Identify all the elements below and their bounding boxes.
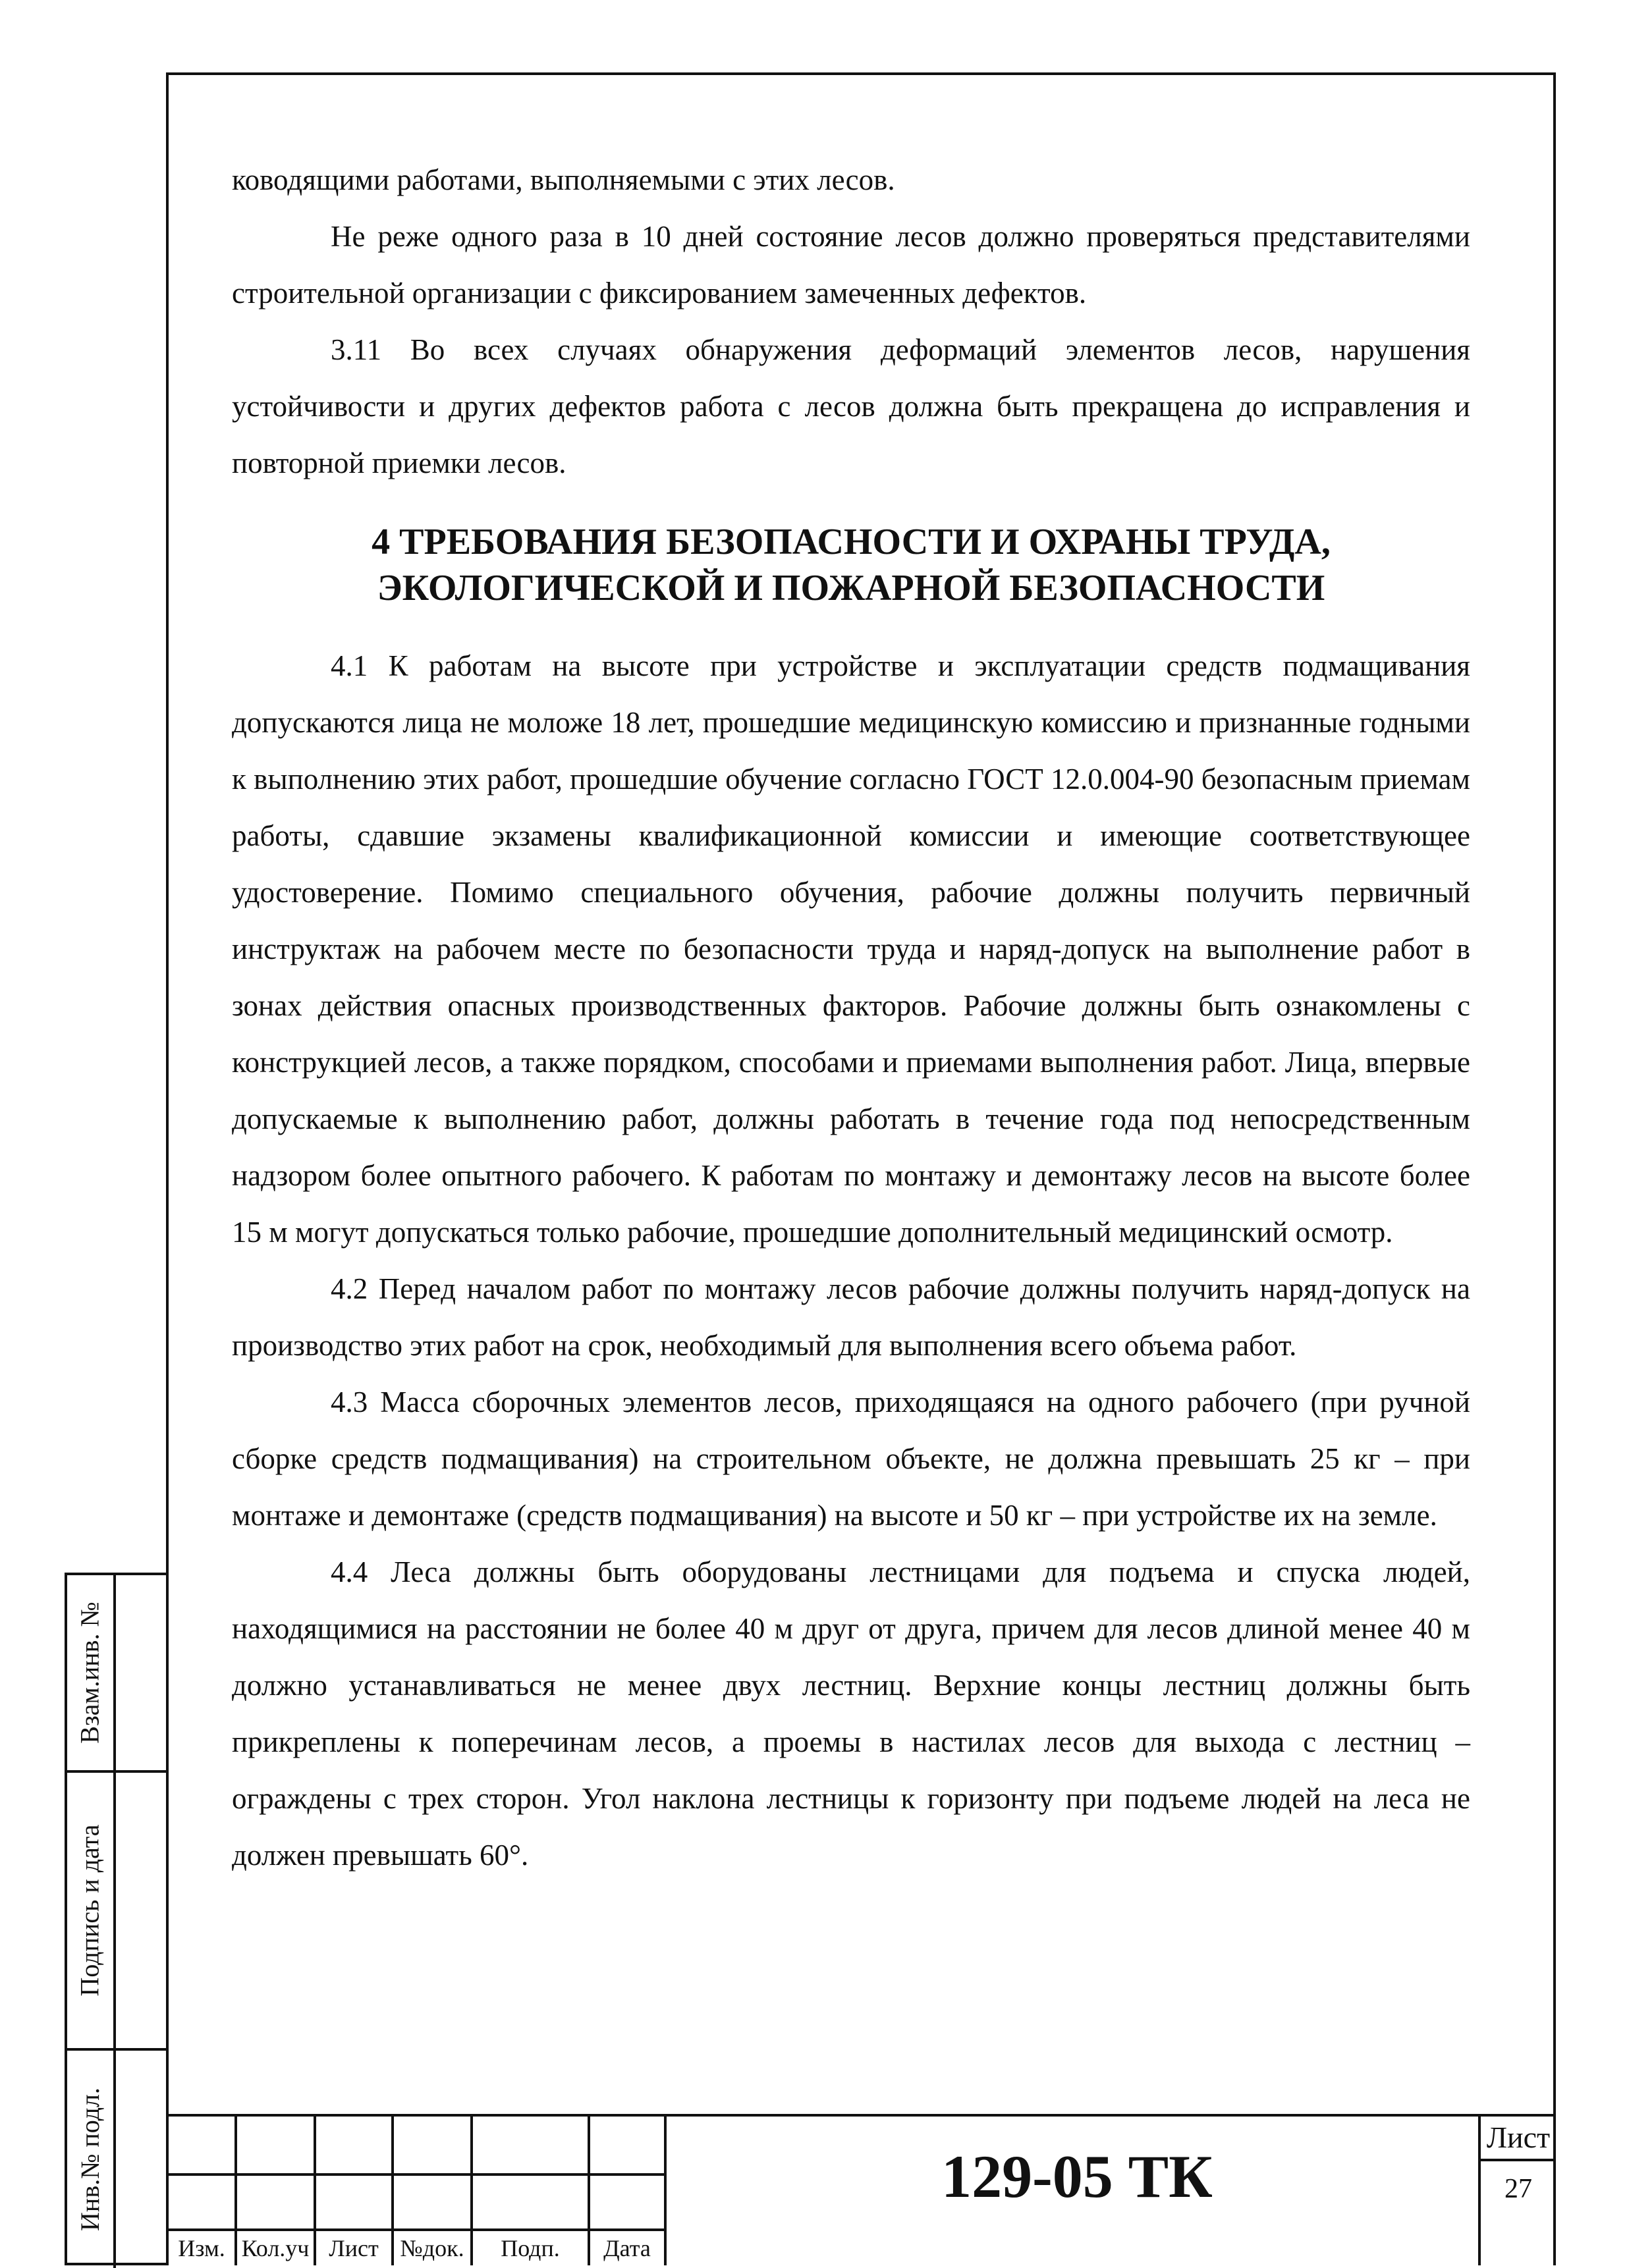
heading-line-2: ЭКОЛОГИЧЕСКОЙ И ПОЖАРНОЙ БЕЗОПАСНОСТИ: [377, 568, 1325, 608]
paragraph-4-4: 4.4 Леса должны быть оборудованы лестницами для подъема и спуска людей, находящимися на расстоянии не более 40 м друг от друга, причем для лесов длиной менее 40 м должно устанавливаться не менее двух лестниц. Верхние концы лестниц должны быть прикреплены к поперечинам лесов, а проемы в настилах лесов для выхода с лестниц – ограждены с трех сторон. Угол наклона лестницы к горизонту при подъеме людей на леса не должен превышать 60°.: [232, 1555, 1470, 1872]
col-data-label: Дата: [603, 2235, 651, 2261]
paragraph-continuation: ководящими работами, выполняемыми с этих лесов.: [232, 163, 895, 196]
vzam-inv-label: Взам.инв. №: [75, 1602, 105, 1744]
section-4-heading: [232, 519, 1470, 611]
side-cell-vzam: [67, 1575, 116, 1770]
sheet-label: Лист: [1486, 2120, 1551, 2154]
paragraph-inspection: Не реже одного раза в 10 дней состояние лесов должно проверяться представителями строительной организации с фиксированием замеченных дефектов.: [232, 220, 1470, 310]
title-block-top-border: [166, 2114, 1556, 2117]
col-kol-uch-label: Кол.уч: [241, 2235, 310, 2261]
sheet-number: 27: [1504, 2174, 1532, 2204]
col-ndok-label: №док.: [400, 2235, 464, 2261]
sheet-cell-divider: [1478, 2159, 1556, 2161]
paragraph-4-1: 4.1 К работам на высоте при устройстве и эксплуатации средств подмащивания допускаются лица не моложе 18 лет, прошедшие медицинскую комиссию и признанные годными к выполнению этих работ, прошедшие обучение согласно ГОСТ 12.0.004-90 безопасным приемам работы, сдавшие экзамены квалификационной комиссии и имеющие соответствующее удостоверение. Помимо специального обучения, рабочие должны получить первичный инструктаж на рабочем месте по безопасности труда и наряд-допуск на выполнение работ в зонах действия опасных производственных факторов. Рабочие должны быть ознакомлены с конструкцией лесов, а также порядком, способами и приемами выполнения работ. Лица, впервые допускаемые к выполнению работ, должны работать в течение года под непосредственным надзором более опытного рабочего. К работам по монтажу и демонтажу лесов на высоте более 15 м могут допускаться только рабочие, прошедшие дополнительный медицинский осмотр.: [232, 649, 1470, 1249]
inv-podl-label: Инв.№ подл.: [75, 2088, 105, 2231]
paragraph-3-11: 3.11 Во всех случаях обнаружения деформаций элементов лесов, нарушения устойчивости и других дефектов работа с лесов должна быть прекращена до исправления и повторной приемки лесов.: [232, 333, 1470, 479]
paragraph-4-2: 4.2 Перед началом работ по монтажу лесов рабочие должны получить наряд-допуск на производство этих работ на срок, необходимый для выполнения всего объема работ.: [232, 1272, 1470, 1362]
col-list-label: Лист: [329, 2235, 379, 2261]
col-podp-label: Подп.: [501, 2235, 560, 2261]
heading-line-1: 4 ТРЕБОВАНИЯ БЕЗОПАСНОСТИ И ОХРАНЫ ТРУДА,: [372, 522, 1331, 562]
document-code: 129-05 ТК: [941, 2143, 1213, 2210]
col-izm-label: Изм.: [178, 2235, 225, 2261]
side-stamp: [65, 1573, 166, 2265]
podpis-data-label: Подпись и дата: [75, 1824, 105, 1997]
side-cell-inv: [67, 2051, 116, 2268]
paragraph-4-3: 4.3 Масса сборочных элементов лесов, приходящаяся на одного рабочего (при ручной сборке средств подмащивания) на строительном объекте, не должна превышать 25 кг – при монтаже и демонтаже (средств подмащивания) на высоте и 50 кг – при устройстве их на земле.: [232, 1386, 1470, 1532]
document-body: [232, 151, 1470, 1883]
side-cell-podpis: [67, 1773, 116, 2048]
